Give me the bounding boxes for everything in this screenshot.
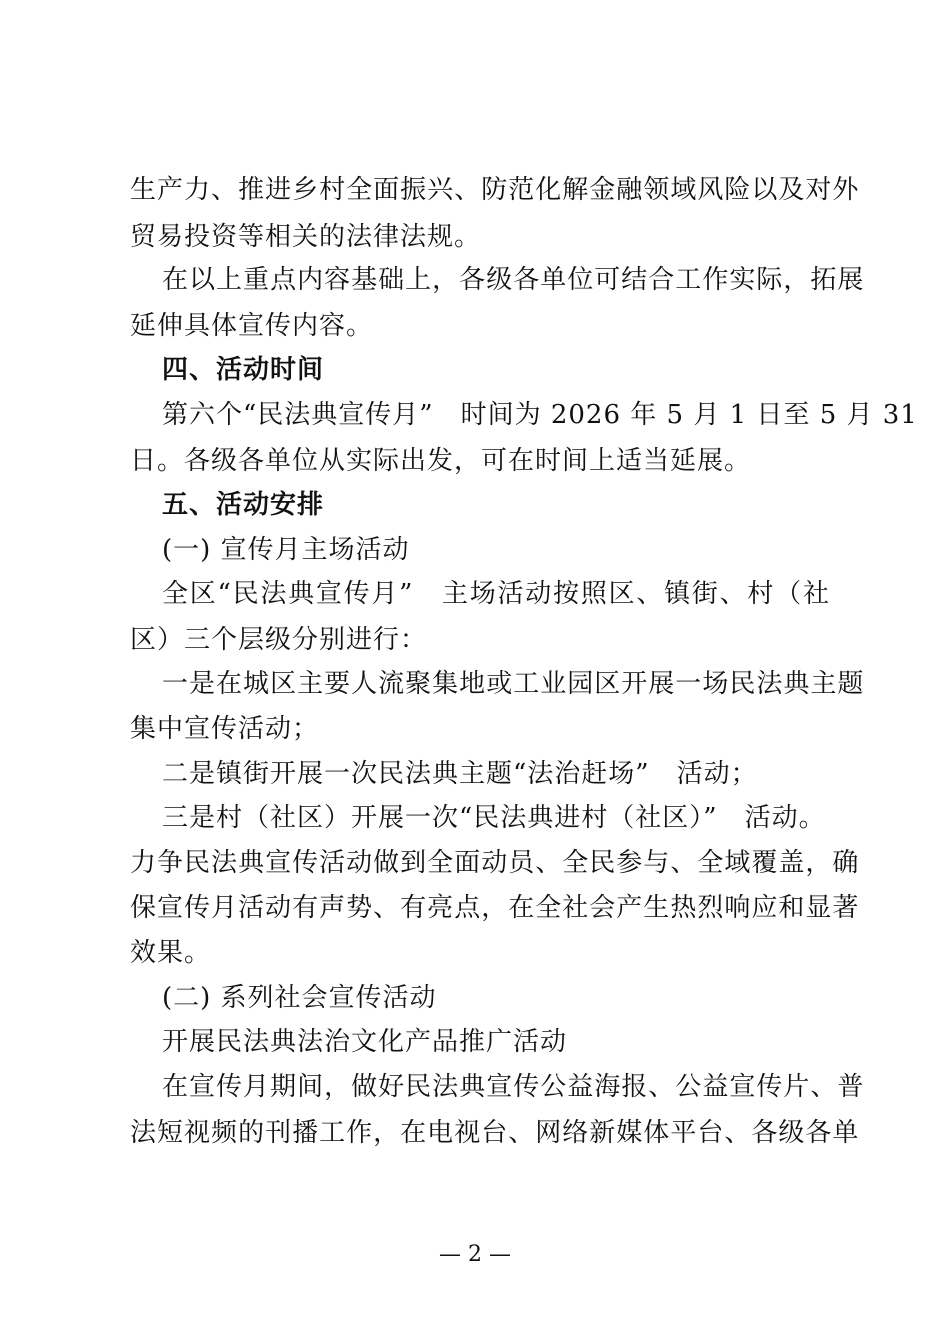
section-heading: 五、活动安排 [162, 490, 325, 520]
paragraph-line: 贸易投资等相关的法律法规。 [130, 222, 482, 252]
paragraph-line: 保 宣 传 月 活 动 有 声 势 、 有 亮 点 ， 在 全 社 会 产 生 热 烈 响 应 和 显 著 [130, 893, 860, 923]
section-heading: 四、活动时间 [162, 355, 325, 385]
paragraph-line: 二是镇街开展一次民法典主题“法治赶场” 活动； [162, 759, 758, 789]
paragraph-line: 第六个“民法典宣传月” 时间为 2026 年 5 月 1 日至 5 月 31 [162, 400, 918, 430]
paragraph-line: 法 短 视 频 的 刊 播 工 作 ， 在 电 视 台 、 网 络 新 媒 体 平 台 、 各 级 各 单 [130, 1118, 860, 1148]
paragraph-line: 效果。 [130, 938, 212, 968]
paragraph-line: 日。各级各单位从实际出发，可在时间上适当延展。 [130, 446, 752, 476]
paragraph-line: 全 区 “ 民 法 典 宣 传 月 ” 主 场 活 动 按 照 区 、 镇 街 、 村 （ 社 [162, 579, 830, 609]
page-number: — 2 — [439, 1242, 511, 1267]
subsection-heading: (二) 系列社会宣传活动 [162, 983, 437, 1013]
paragraph-line: 三是村（社区）开展一次“民法典进村（社区）” 活动。 [162, 803, 826, 833]
paragraph-line: 一 是 在 城 区 主 要 人 流 聚 集 地 或 工 业 园 区 开 展 一 场 民 法 典 主 题 [162, 669, 865, 699]
paragraph-line: 集中宣传活动； [130, 714, 320, 744]
paragraph-line: 在 宣 传 月 期 间 ， 做 好 民 法 典 宣 传 公 益 海 报 、 公 益 宣 传 片 、 普 [162, 1072, 865, 1102]
subsection-heading: (一) 宣传月主场活动 [162, 535, 410, 565]
paragraph-line: 开展民法典法治文化产品推广活动 [162, 1027, 568, 1057]
paragraph-line: 力 争 民 法 典 宣 传 活 动 做 到 全 面 动 员 、 全 民 参 与 、 全 域 覆 盖 ， 确 [130, 848, 860, 878]
paragraph-line: 生 产 力 、 推 进 乡 村 全 面 振 兴 、 防 范 化 解 金 融 领 域 风 险 以 及 对 外 [130, 175, 860, 205]
paragraph-line: 区）三个层级分别进行： [130, 625, 428, 655]
paragraph-line: 延伸具体宣传内容。 [130, 311, 374, 341]
paragraph-line: 在 以 上 重 点 内 容 基 础 上 ， 各 级 各 单 位 可 结 合 工 作 实 际 ， 拓 展 [162, 265, 865, 295]
